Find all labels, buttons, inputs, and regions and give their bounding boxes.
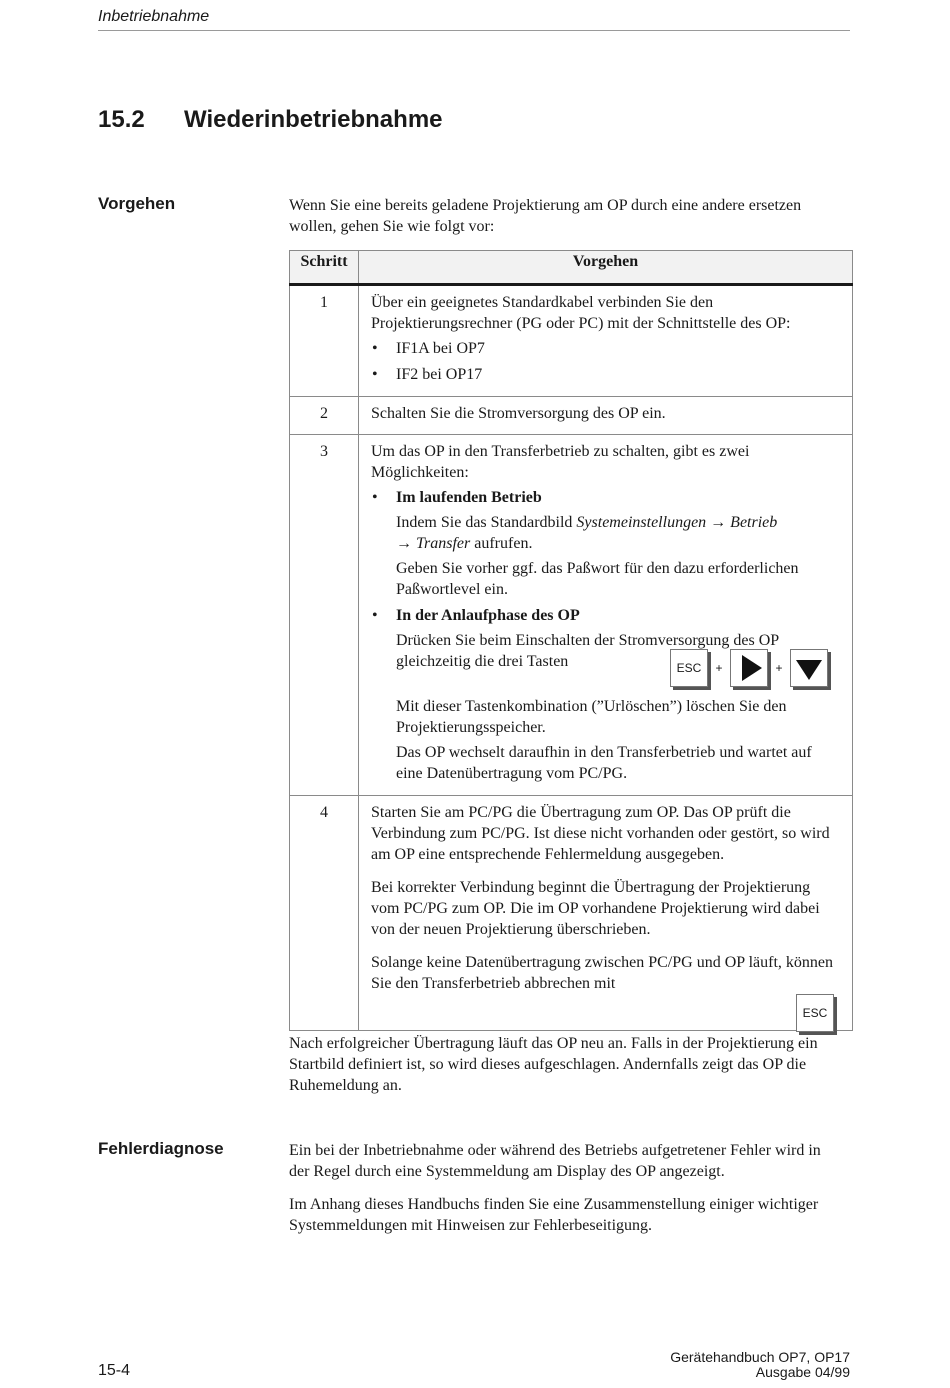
- step-number: 4: [290, 796, 359, 1031]
- cursor-down-key: [790, 649, 828, 687]
- step-1-text: Über ein geeignetes Standardkabel verbinden Sie den Projektierungsrechner (PG oder PC) mit der Schnittstelle des OP:: [371, 294, 791, 332]
- step-body: [359, 397, 853, 435]
- key-combination-row: [396, 651, 838, 677]
- triangle-down-icon: [796, 660, 822, 680]
- column-header-procedure: Vorgehen: [359, 251, 853, 285]
- option-1-title: Im laufenden Betrieb: [396, 489, 542, 506]
- option-1-line-b: Geben Sie vorher ggf. das Paßwort für den dazu erforderlichen Paßwortlevel ein.: [396, 560, 799, 598]
- key-combination: [670, 649, 828, 687]
- step-4-paragraph-3: Solange keine Datenübertragung zwischen PC/PG und OP läuft, können Sie den Transferbetrieb abbrechen mit: [371, 954, 833, 992]
- fehlerdiagnose-paragraph-1: Ein bei der Inbetriebnahme oder während des Betriebs aufgetretener Fehler wird in der Regel durch eine Systemmeldung am Display des OP angezeigt.: [289, 1142, 821, 1180]
- running-header: Inbetriebnahme: [98, 8, 210, 25]
- esc-key: ESC: [796, 994, 834, 1032]
- section-number: 15.2: [98, 106, 145, 133]
- vorgehen-intro: [289, 195, 837, 249]
- option-1-line-a: Indem Sie das Standardbild Systemeinstellungen → Betrieb → Transfer aufrufen.: [396, 514, 778, 552]
- triangle-right-icon: [742, 655, 762, 681]
- esc-key: ESC: [670, 649, 708, 687]
- option-2-line-b: gleichzeitig die drei Tasten: [396, 653, 569, 670]
- cursor-right-key: [730, 649, 768, 687]
- step-body: [359, 435, 853, 796]
- intro-paragraph: Wenn Sie eine bereits geladene Projektierung am OP durch eine andere ersetzen wollen, gehen Sie wie folgt vor:: [289, 197, 802, 235]
- table-row-step-1: [290, 285, 853, 397]
- option-2-title: In der Anlaufphase des OP: [396, 607, 580, 624]
- arrow-right-icon: →: [396, 535, 412, 552]
- bullet-icon: •: [372, 340, 378, 357]
- step-4-paragraph-1: Starten Sie am PC/PG die Übertragung zum OP. Das OP prüft die Verbindung zum PC/PG. Ist diese nicht vorhanden oder gestört, so wird am OP eine entsprechende Fehlermeldung ausgegeben.: [371, 804, 830, 863]
- option-2-line-a: Drücken Sie beim Einschalten der Stromversorgung des OP: [396, 632, 780, 649]
- step-3-text: Um das OP in den Transferbetrieb zu schalten, gibt es zwei Möglichkeiten:: [371, 443, 750, 481]
- manual-title: Gerätehandbuch OP7, OP17: [670, 1349, 850, 1365]
- fehlerdiagnose-paragraph-2: Im Anhang dieses Handbuchs finden Sie eine Zusammenstellung einiger wichtiger Systemmeldungen mit Hinweisen zur Fehlerbeseitigung.: [289, 1196, 819, 1234]
- step-number: 3: [290, 435, 359, 796]
- step-1-bullets: [371, 338, 838, 385]
- step-number: 1: [290, 285, 359, 397]
- section-title-text: Wiederinbetriebnahme: [184, 106, 443, 133]
- step-4-paragraph-2: Bei korrekter Verbindung beginnt die Übertragung der Projektierung vom PC/PG zum OP. Die im OP vorhandene Projektierung wird dabei von der neuen Projektierung überschrieben.: [371, 879, 820, 938]
- column-header-step: Schritt: [290, 251, 359, 285]
- list-item: [371, 364, 838, 385]
- table-row-step-4: [290, 796, 853, 1031]
- table-row-step-2: [290, 397, 853, 435]
- list-item-text: IF1A bei OP7: [396, 340, 485, 357]
- bullet-icon: •: [372, 366, 378, 383]
- fehlerdiagnose-heading: Fehlerdiagnose: [98, 1139, 224, 1158]
- list-item: [371, 487, 838, 600]
- list-item-text: IF2 bei OP17: [396, 366, 483, 383]
- section-title: [98, 106, 443, 134]
- step-body: [359, 796, 853, 1031]
- plus-sign: +: [715, 660, 723, 675]
- header-divider: [98, 30, 850, 31]
- edition: Ausgabe 04/99: [755, 1364, 850, 1380]
- step-body: [359, 285, 853, 397]
- table-row-step-3: [290, 435, 853, 796]
- fehlerdiagnose-text: [289, 1140, 837, 1248]
- steps-table: [289, 250, 853, 1031]
- bullet-icon: •: [372, 607, 378, 624]
- option-2-line-c: Mit dieser Tastenkombination (”Urlöschen”) löschen Sie den Projektierungsspeicher.: [396, 698, 787, 736]
- footer-publication: [670, 1350, 850, 1380]
- step-3-options: [371, 487, 838, 784]
- option-2-line-d: Das OP wechselt daraufhin in den Transferbetrieb und wartet auf eine Datenübertragung vom PC/PG.: [396, 744, 812, 782]
- list-item: [371, 605, 838, 784]
- page-number: 15-4: [98, 1362, 131, 1379]
- bullet-icon: •: [372, 489, 378, 506]
- plus-sign: +: [775, 660, 783, 675]
- arrow-right-icon: →: [710, 514, 727, 531]
- vorgehen-heading: Vorgehen: [98, 194, 176, 213]
- step-number: 2: [290, 397, 359, 435]
- esc-key-row: [371, 994, 838, 1024]
- after-transfer-text: [289, 1033, 837, 1108]
- list-item: [371, 338, 838, 359]
- after-paragraph: Nach erfolgreicher Übertragung läuft das OP neu an. Falls in der Projektierung ein Startbild definiert ist, so wird dieses aufgeschlagen. Andernfalls zeigt das OP die Ruhemeldung an.: [289, 1035, 818, 1094]
- table-header-row: [290, 251, 853, 285]
- step-2-text: Schalten Sie die Stromversorgung des OP ein.: [371, 405, 666, 422]
